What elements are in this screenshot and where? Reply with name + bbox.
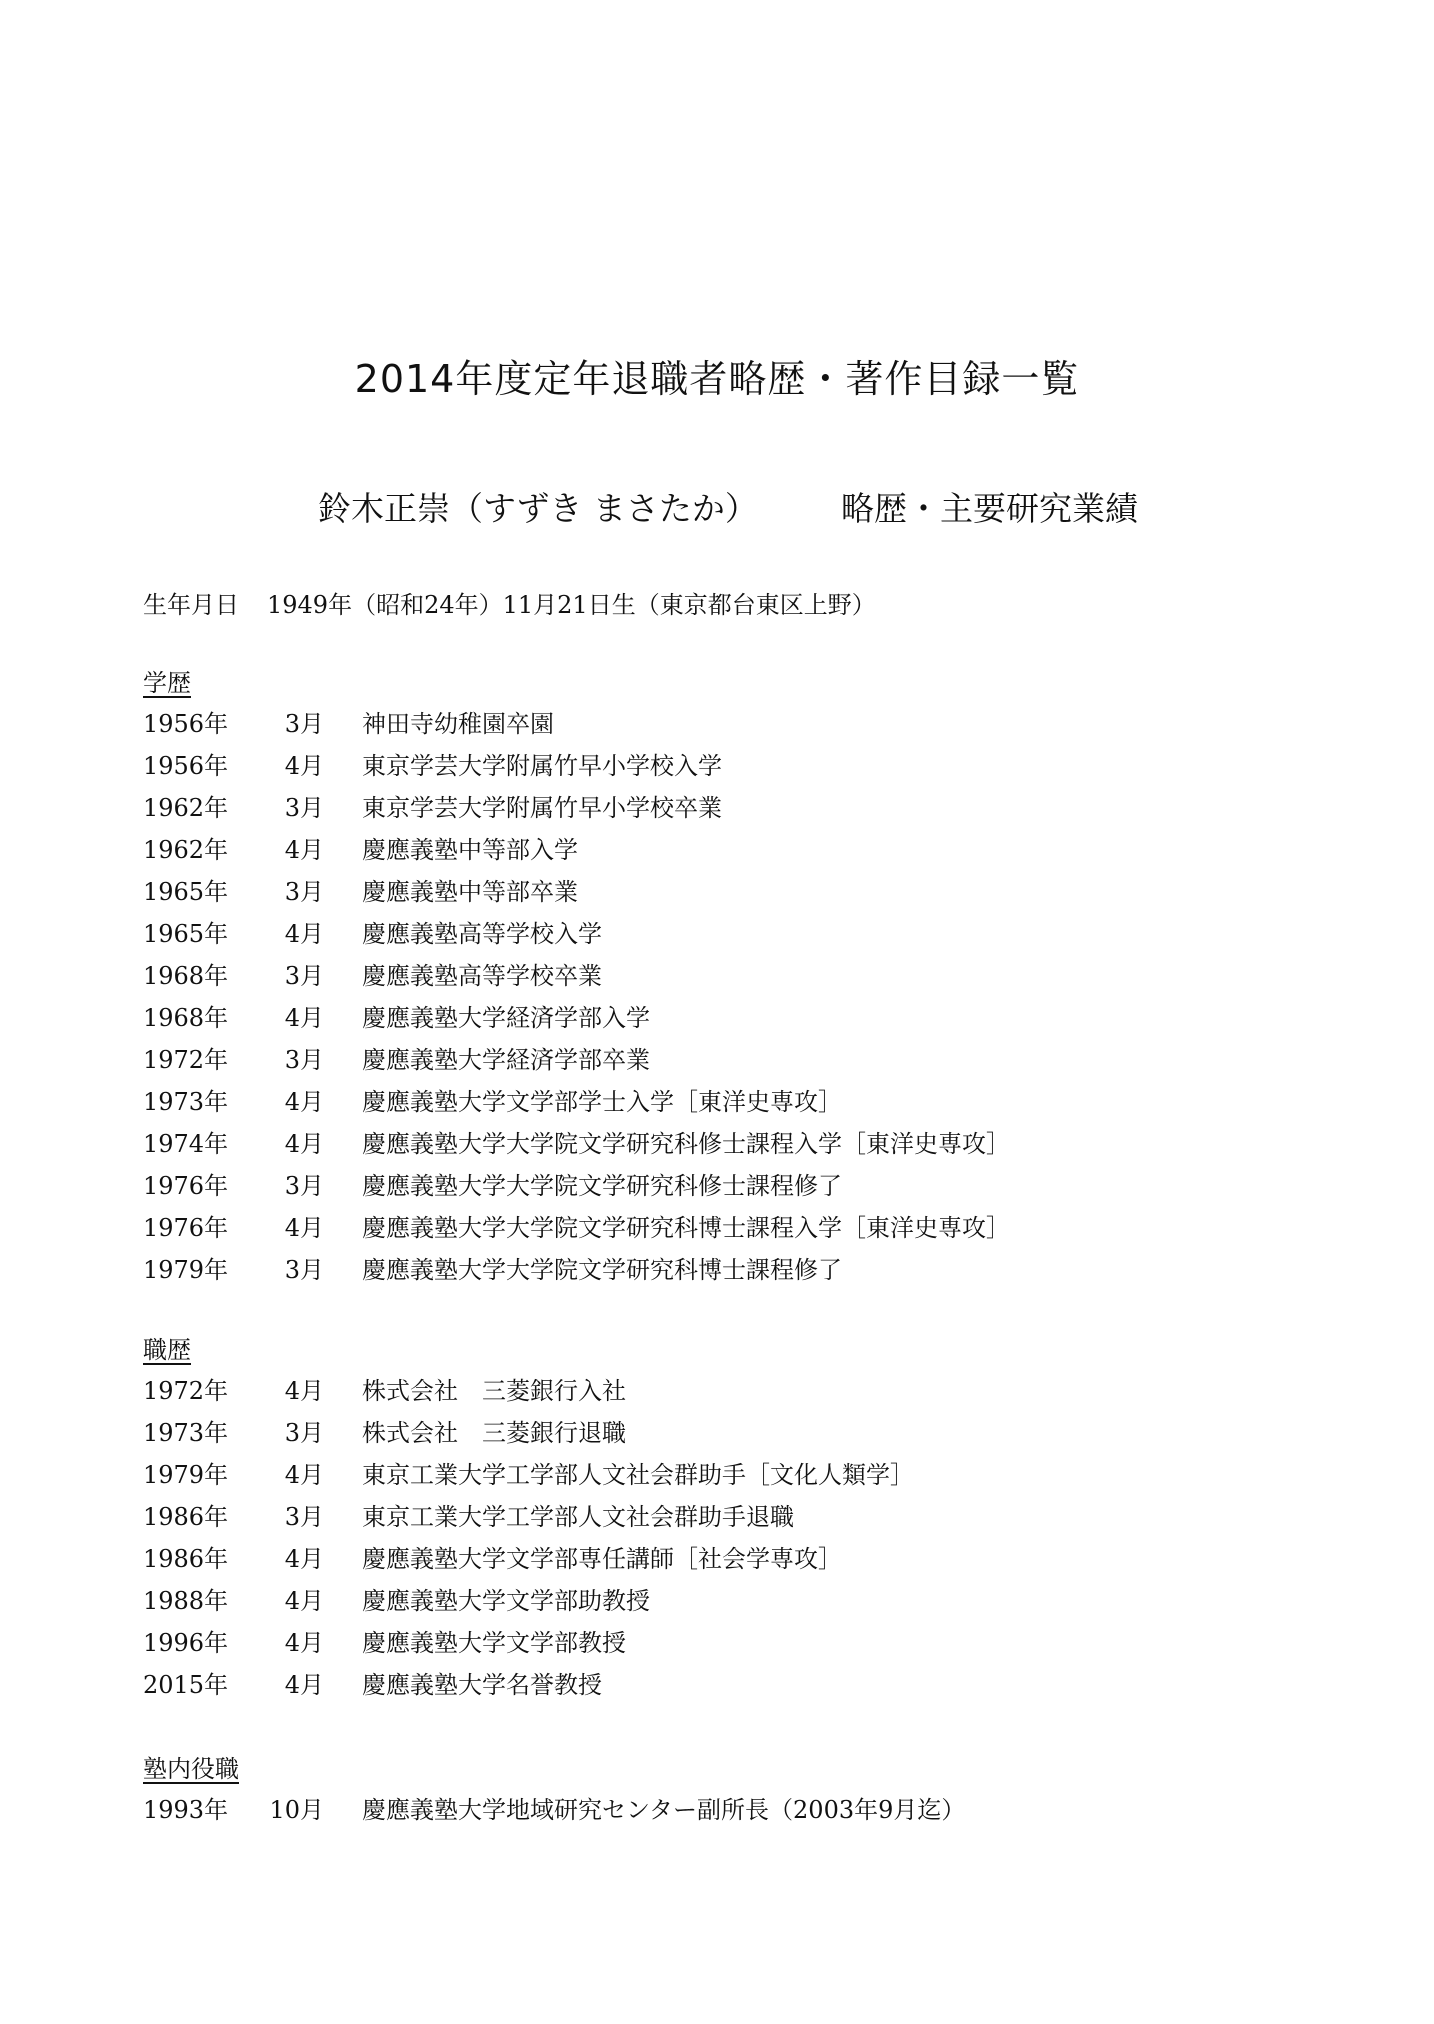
entry-month: 4月	[284, 1461, 324, 1489]
entry-month: 10月	[269, 1796, 324, 1824]
list-item	[143, 1580, 1293, 1622]
list-item	[143, 1249, 1293, 1291]
entry-month: 4月	[284, 1214, 324, 1242]
entry-month: 3月	[284, 794, 324, 822]
entry-year: 1962年	[143, 794, 229, 822]
entry-year: 1996年	[143, 1629, 229, 1657]
entry-year: 1965年	[143, 920, 229, 948]
entry-description: 慶應義塾大学名誉教授	[362, 1671, 602, 1699]
list-item	[143, 1664, 1293, 1706]
entry-month: 4月	[284, 920, 324, 948]
entry-year: 1974年	[143, 1130, 229, 1158]
entry-description: 株式会社 三菱銀行退職	[362, 1419, 626, 1447]
list-item	[143, 1165, 1293, 1207]
entry-month: 4月	[284, 1130, 324, 1158]
birth-date-line	[143, 585, 876, 620]
entry-month: 4月	[284, 1004, 324, 1032]
list-item	[143, 871, 1293, 913]
entry-year: 1979年	[143, 1256, 229, 1284]
entry-description: 慶應義塾大学文学部助教授	[362, 1587, 650, 1615]
entry-year: 1973年	[143, 1088, 229, 1116]
entry-year: 1956年	[143, 710, 229, 738]
list-item	[143, 913, 1293, 955]
education-list	[143, 703, 1293, 1291]
entry-month: 3月	[284, 1503, 324, 1531]
entry-description: 東京学芸大学附属竹早小学校卒業	[362, 794, 722, 822]
entry-description: 慶應義塾大学地域研究センター副所長（2003年9月迄）	[362, 1796, 966, 1824]
entry-description: 慶應義塾大学大学院文学研究科修士課程修了	[362, 1172, 842, 1200]
birth-date-label: 生年月日	[143, 591, 239, 619]
entry-description: 東京工業大学工学部人文社会群助手退職	[362, 1503, 794, 1531]
list-item	[143, 703, 1293, 745]
birth-date-value: 1949年（昭和24年）11月21日生（東京都台東区上野）	[267, 591, 876, 619]
list-item	[143, 1370, 1293, 1412]
entry-year: 1972年	[143, 1046, 229, 1074]
entry-month: 3月	[284, 878, 324, 906]
entry-year: 1973年	[143, 1419, 229, 1447]
list-item	[143, 997, 1293, 1039]
entry-month: 4月	[284, 1088, 324, 1116]
entry-year: 1986年	[143, 1545, 229, 1573]
entry-description: 慶應義塾中等部入学	[362, 836, 578, 864]
roles-list	[143, 1789, 1293, 1831]
entry-month: 3月	[284, 1419, 324, 1447]
entry-description: 慶應義塾大学文学部教授	[362, 1629, 626, 1657]
list-item	[143, 1207, 1293, 1249]
section-career	[143, 1330, 1293, 1706]
section-heading: 塾内役職	[143, 1755, 239, 1783]
entry-description: 慶應義塾高等学校入学	[362, 920, 602, 948]
list-item	[143, 1496, 1293, 1538]
entry-description: 株式会社 三菱銀行入社	[362, 1377, 626, 1405]
entry-month: 4月	[284, 1377, 324, 1405]
entry-description: 慶應義塾大学経済学部入学	[362, 1004, 650, 1032]
entry-description: 慶應義塾大学大学院文学研究科博士課程入学［東洋史専攻］	[362, 1214, 1010, 1242]
entry-description: 東京工業大学工学部人文社会群助手［文化人類学］	[362, 1461, 914, 1489]
section-university-roles	[143, 1749, 1293, 1831]
entry-month: 4月	[284, 836, 324, 864]
entry-description: 慶應義塾中等部卒業	[362, 878, 578, 906]
subtitle	[318, 483, 1138, 530]
list-item	[143, 1454, 1293, 1496]
entry-month: 4月	[284, 1671, 324, 1699]
list-item	[143, 1123, 1293, 1165]
author-name: 鈴木正崇（すずき まさたか）	[318, 489, 758, 528]
entry-month: 3月	[284, 1172, 324, 1200]
career-list	[143, 1370, 1293, 1706]
entry-year: 1965年	[143, 878, 229, 906]
entry-year: 2015年	[143, 1671, 229, 1699]
entry-year: 1972年	[143, 1377, 229, 1405]
entry-year: 1962年	[143, 836, 229, 864]
entry-year: 1979年	[143, 1461, 229, 1489]
entry-month: 3月	[284, 962, 324, 990]
list-item	[143, 745, 1293, 787]
subtitle-label: 略歴・主要研究業績	[841, 489, 1138, 528]
section-heading: 職歴	[143, 1336, 191, 1364]
section-heading: 学歴	[143, 669, 191, 697]
page-title: 2014年度定年退職者略歴・著作目録一覧	[354, 357, 1080, 401]
entry-month: 4月	[284, 1629, 324, 1657]
entry-month: 4月	[284, 1587, 324, 1615]
list-item	[143, 955, 1293, 997]
list-item	[143, 1081, 1293, 1123]
entry-description: 慶應義塾大学文学部専任講師［社会学専攻］	[362, 1545, 842, 1573]
entry-year: 1956年	[143, 752, 229, 780]
list-item	[143, 1412, 1293, 1454]
entry-year: 1993年	[143, 1796, 229, 1824]
entry-description: 慶應義塾大学経済学部卒業	[362, 1046, 650, 1074]
entry-description: 慶應義塾大学大学院文学研究科修士課程入学［東洋史専攻］	[362, 1130, 1010, 1158]
entry-description: 東京学芸大学附属竹早小学校入学	[362, 752, 722, 780]
entry-year: 1968年	[143, 1004, 229, 1032]
entry-year: 1976年	[143, 1214, 229, 1242]
entry-description: 慶應義塾大学文学部学士入学［東洋史専攻］	[362, 1088, 842, 1116]
entry-year: 1968年	[143, 962, 229, 990]
list-item	[143, 1039, 1293, 1081]
entry-month: 3月	[284, 1256, 324, 1284]
entry-month: 3月	[284, 710, 324, 738]
entry-description: 慶應義塾大学大学院文学研究科博士課程修了	[362, 1256, 842, 1284]
entry-year: 1976年	[143, 1172, 229, 1200]
list-item	[143, 1789, 1293, 1831]
entry-description: 慶應義塾高等学校卒業	[362, 962, 602, 990]
entry-year: 1988年	[143, 1587, 229, 1615]
entry-year: 1986年	[143, 1503, 229, 1531]
list-item	[143, 829, 1293, 871]
section-education	[143, 663, 1293, 1291]
entry-month: 3月	[284, 1046, 324, 1074]
list-item	[143, 1538, 1293, 1580]
list-item	[143, 1622, 1293, 1664]
entry-month: 4月	[284, 1545, 324, 1573]
entry-month: 4月	[284, 752, 324, 780]
list-item	[143, 787, 1293, 829]
entry-description: 神田寺幼稚園卒園	[362, 710, 554, 738]
